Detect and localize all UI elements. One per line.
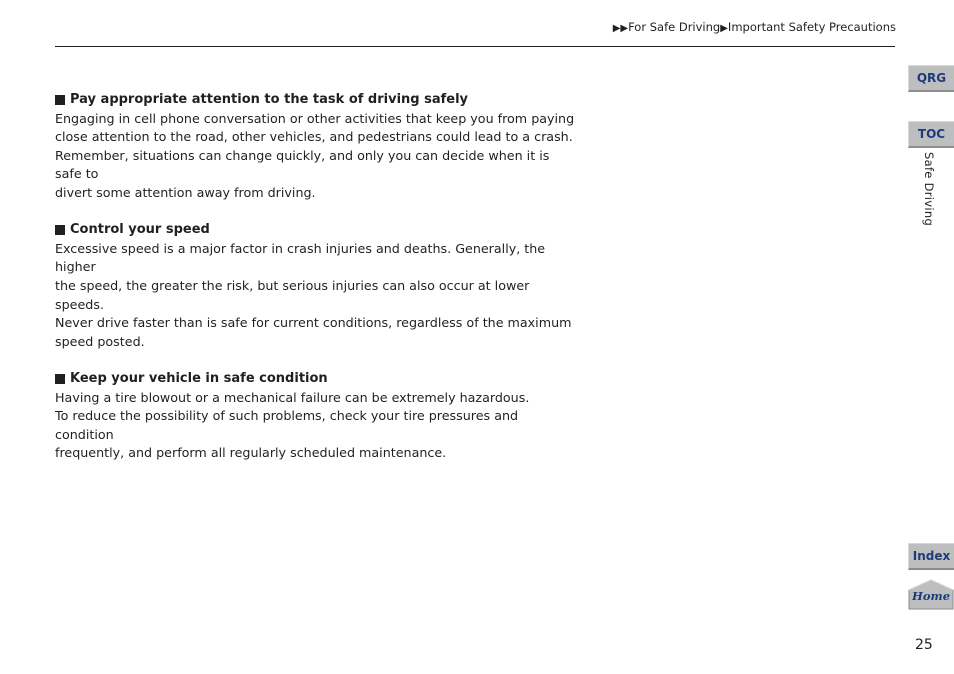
body-line: divert some attention away from driving. [55,184,316,200]
section-heading-text: Pay appropriate attention to the task of driving safely [70,92,469,107]
qrg-button[interactable]: QRG [908,65,954,92]
body-line: Never drive faster than is safe for current conditions, regardless of the maximum [55,315,572,331]
index-button[interactable]: Index [908,543,954,570]
home-button[interactable] [907,579,954,610]
body-line: To reduce the possibility of such problems, check your tire pressures and condition [55,408,519,442]
body-line: Engaging in cell phone conversation or other activities that keep you from paying [55,110,575,126]
bullet-square-icon [55,95,65,105]
section-speed [55,221,575,351]
breadcrumb-separator-icon: ▶ [720,23,728,34]
chapter-tab-label: Safe Driving [922,152,936,227]
bullet-square-icon [55,225,65,235]
section-heading [55,370,575,389]
bullet-square-icon [55,374,65,384]
breadcrumb-current-page: Important Safety Precautions [727,20,896,34]
body-line: frequently, and perform all regularly scheduled maintenance. [55,445,447,461]
section-attention [55,91,575,203]
body-line: close attention to the road, other vehicles, and pedestrians could lead to a crash. [55,129,573,145]
section-heading [55,221,575,240]
breadcrumb [613,19,896,37]
body-line: speed posted. [55,333,145,349]
body-line: Excessive speed is a major factor in crash injuries and deaths. Generally, the higher [55,240,546,275]
section-vehicle-condition [55,370,575,463]
section-heading [55,91,575,110]
body-line: the speed, the greater the risk, but serious injuries can also occur at lower speeds. [55,277,530,312]
section-body [55,110,575,203]
main-content [55,91,575,481]
section-body [55,389,575,463]
body-line: Remember, situations can change quickly, and only you can decide when it is safe to [55,147,550,182]
header-divider [55,46,895,47]
section-body [55,240,575,352]
toc-button[interactable]: TOC [908,121,954,148]
section-heading-text: Keep your vehicle in safe condition [70,370,328,386]
home-label: Home [911,589,951,603]
page-number: 25 [915,637,933,653]
breadcrumb-arrows-icon: ▶▶ [612,23,629,34]
section-heading-text: Control your speed [70,222,210,238]
breadcrumb-link-for-safe-driving[interactable]: For Safe Driving [628,20,721,34]
body-line: Having a tire blowout or a mechanical failure can be extremely hazardous. [55,389,530,405]
